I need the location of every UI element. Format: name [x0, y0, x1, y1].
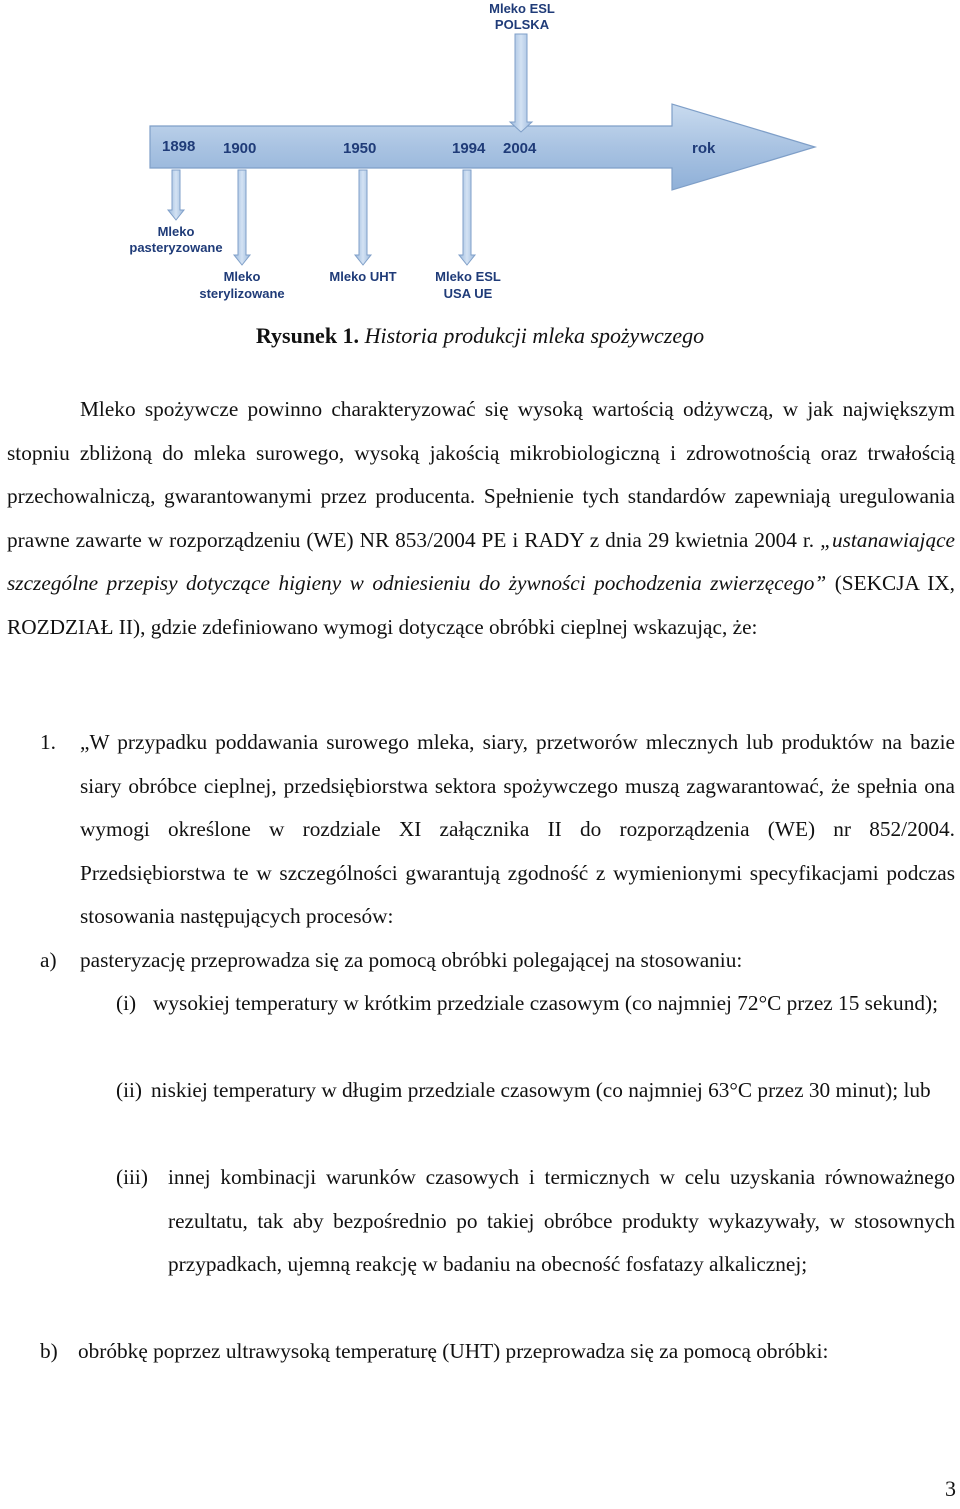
label-esl-usa-line1: Mleko ESL [435, 269, 501, 284]
marker-arrow-uht [355, 170, 371, 265]
list-item-ii-text [151, 1069, 955, 1113]
paragraph-text-b: (SEKCJA IX, ROZDZIAŁ II), gdzie zdefiniowano wymogi dotyczące obróbki cieplnej wskazując, że: [7, 571, 955, 639]
marker-arrow-esl-usa [459, 170, 475, 265]
axis-end-label: rok [692, 140, 716, 157]
list-item-i-label: (i) [116, 991, 137, 1015]
list-item-b-content: obróbkę poprzez ultrawysoką temperaturę (UHT) przeprowadza się za pomocą obróbki: [78, 1339, 829, 1363]
paragraph-text-a: Mleko spożywcze powinno charakteryzować się wysoką wartością odżywczą, w jak największym stopniu zbliżoną do mleka surowego, wysoką jakością mikrobiologiczną i zdrowotnością oraz trwałością przechowalniczą, gwarantowanymi przez producenta. Spełnienie tych standardów zapewniają uregulowania prawne zawarte w rozporządzeniu (WE) NR 853/2004 PE i RADY z dnia 29 kwietnia 2004 r. [7, 397, 955, 552]
list-item-a-text: pasteryzację przeprowadza się za pomocą obróbki polegającej na stosowaniu: [80, 948, 743, 972]
marker-arrow-pasteryzowane [168, 170, 184, 220]
list-item-i-content: wysokiej temperatury w krótkim przedziale czasowym (co najmniej 72°C przez 15 sekund); [153, 991, 939, 1015]
year-2004: 2004 [503, 140, 537, 157]
page-number: 3 [945, 1476, 956, 1501]
timeline-figure [0, 0, 960, 310]
list-item-iii-text: innej kombinacji warunków czasowych i termicznych w celu uzyskania równoważnego rezultatu, tak aby bezpośrednio po takiej obróbce produkty wykazywały, w stosownych przypadkach, ujemną reakcję w badaniu na obecność fosfatazy alkalicznej; [168, 1165, 955, 1276]
paragraph-italic-quote: „ustanawiające szczególne przepisy dotyczące higieny w odniesieniu do żywności pochodzenia zwierzęcego” [7, 527, 955, 595]
label-esl-usa-line2: USA UE [443, 286, 493, 301]
label-sterylizowane-line1: Mleko [223, 269, 261, 284]
year-1994: 1994 [452, 140, 486, 157]
caption-number: Rysunek 1. [255, 323, 360, 348]
top-label-line1: Mleko ESL [489, 1, 555, 16]
year-1900: 1900 [223, 140, 257, 157]
label-uht: Mleko UHT [329, 269, 397, 284]
label-pasteryzowane-line2: pasteryzowane [129, 240, 223, 255]
figure-caption [0, 318, 960, 354]
list-item-1-text: „W przypadku poddawania surowego mleka, siary, przetworów mlecznych lub produktów na bazie siary obróbce cieplnej, przedsiębiorstwa sektora spożywczego muszą zagwarantować, że spełnia ona wymogi określone w rozdziale XI załącznika II do rozporządzenia (WE) nr 852/2004. Przedsiębiorstwa te w szczególności gwarantują zgodność z wymienionymi specyfikacjami podczas stosowania następujących procesów: [80, 730, 955, 928]
year-1898: 1898 [162, 138, 196, 155]
list-item-ii-label: (ii) [116, 1078, 143, 1102]
list-item-1-label: 1. [40, 730, 56, 754]
year-1950: 1950 [343, 140, 377, 157]
list-item-ii-content: niskiej temperatury w długim przedziale czasowym (co najmniej 63°C przez 30 minut); lub [151, 1078, 931, 1102]
list-item-i-text [153, 982, 955, 1026]
top-marker-arrow [510, 34, 532, 132]
body-paragraph [7, 388, 955, 649]
label-pasteryzowane-line1: Mleko [157, 224, 195, 239]
list-item-a-label: a) [40, 948, 57, 972]
label-sterylizowane-line2: sterylizowane [199, 286, 285, 301]
list-item-b-label: b) [40, 1339, 58, 1363]
caption-title: Historia produkcji mleka spożywczego [364, 323, 705, 348]
marker-arrow-sterylizowane [234, 170, 250, 265]
top-label-line2: POLSKA [494, 17, 550, 32]
list-item-b-text [78, 1330, 955, 1374]
list-item-iii-label: (iii) [116, 1165, 148, 1189]
